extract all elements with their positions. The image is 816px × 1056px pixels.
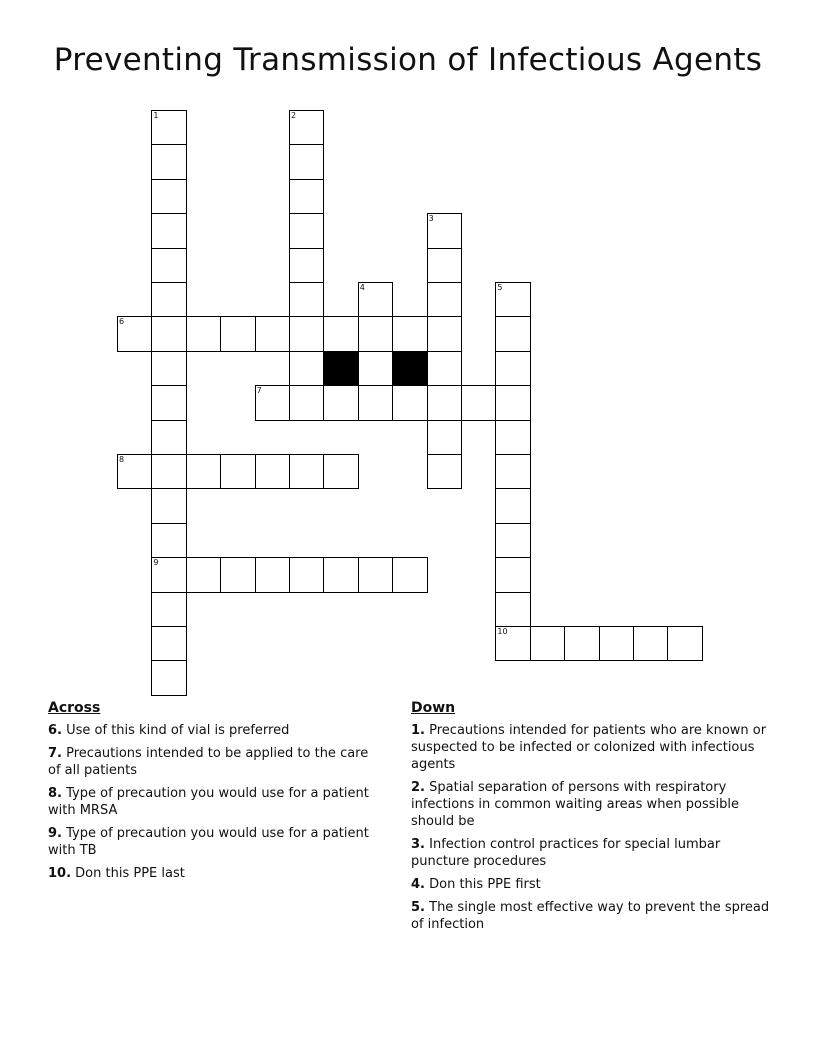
clue-text: Precautions intended to be applied to the care of all patients: [48, 746, 369, 778]
grid-cell-blocked: [392, 351, 427, 386]
grid-cell[interactable]: [427, 420, 462, 455]
grid-cell[interactable]: [530, 626, 565, 661]
clue-number: 6.: [48, 723, 62, 738]
across-clue-9: [48, 825, 378, 859]
down-clue-4: [411, 876, 771, 893]
grid-cell[interactable]: [495, 626, 530, 661]
grid-cell[interactable]: [392, 316, 427, 351]
grid-cell[interactable]: [358, 351, 393, 386]
grid-cell[interactable]: [495, 420, 530, 455]
clue-text: Don this PPE first: [429, 877, 541, 892]
grid-cell[interactable]: [289, 248, 324, 283]
grid-cell[interactable]: [151, 557, 186, 592]
grid-cell[interactable]: [289, 316, 324, 351]
clue-number-label: 4: [359, 283, 365, 292]
grid-cell[interactable]: [599, 626, 634, 661]
clue-number-label: 8: [119, 455, 125, 464]
grid-cell[interactable]: [495, 282, 530, 317]
grid-cell[interactable]: [358, 316, 393, 351]
grid-cell[interactable]: [289, 282, 324, 317]
clue-text: Don this PPE last: [75, 866, 185, 881]
clue-number: 8.: [48, 786, 62, 801]
grid-cell[interactable]: [495, 523, 530, 558]
clue-number: 2.: [411, 780, 425, 795]
grid-cell[interactable]: [427, 282, 462, 317]
clue-number: 3.: [411, 837, 425, 852]
down-clue-2: [411, 779, 771, 830]
page-title: Preventing Transmission of Infectious Agents: [53, 42, 763, 78]
down-clues: [411, 700, 771, 939]
clue-number: 9.: [48, 826, 62, 841]
across-clue-6: [48, 722, 378, 739]
grid-cell[interactable]: [633, 626, 668, 661]
grid-cell[interactable]: [427, 316, 462, 351]
grid-cell[interactable]: [151, 248, 186, 283]
grid-cell[interactable]: [427, 248, 462, 283]
grid-cell[interactable]: [323, 454, 358, 489]
grid-cell[interactable]: [289, 454, 324, 489]
clue-number: 4.: [411, 877, 425, 892]
grid-cell[interactable]: [358, 557, 393, 592]
grid-cell[interactable]: [117, 454, 152, 489]
grid-cell[interactable]: [495, 385, 530, 420]
down-clue-5: [411, 899, 771, 933]
grid-cell[interactable]: [151, 454, 186, 489]
grid-cell[interactable]: [323, 316, 358, 351]
grid-cell[interactable]: [151, 420, 186, 455]
grid-cell[interactable]: [151, 523, 186, 558]
grid-cell[interactable]: [289, 179, 324, 214]
grid-cell[interactable]: [495, 454, 530, 489]
grid-cell[interactable]: [427, 454, 462, 489]
grid-cell[interactable]: [495, 592, 530, 627]
clue-number-label: 10: [497, 627, 508, 636]
grid-cell[interactable]: [289, 385, 324, 420]
grid-cell[interactable]: [255, 385, 290, 420]
grid-cell[interactable]: [392, 385, 427, 420]
clue-number-label: 9: [153, 558, 159, 568]
grid-cell[interactable]: [151, 626, 186, 661]
grid-cell[interactable]: [495, 557, 530, 592]
grid-cell[interactable]: [220, 557, 255, 592]
grid-cell[interactable]: [667, 626, 702, 661]
clue-text: Spatial separation of persons with respiratory infections in common waiting areas when possible should be: [411, 780, 740, 829]
grid-cell[interactable]: [220, 316, 255, 351]
grid-cell[interactable]: [151, 213, 186, 248]
clue-number: 1.: [411, 723, 425, 738]
grid-cell[interactable]: [289, 213, 324, 248]
grid-cell[interactable]: [495, 351, 530, 386]
clue-text: Type of precaution you would use for a patient with MRSA: [48, 786, 369, 818]
grid-cell[interactable]: [220, 454, 255, 489]
grid-cell[interactable]: [289, 351, 324, 386]
grid-cell[interactable]: [151, 592, 186, 627]
down-heading: Down: [411, 700, 456, 716]
grid-cell[interactable]: [117, 316, 152, 351]
grid-cell[interactable]: [358, 282, 393, 317]
clue-number-label: 1: [153, 111, 159, 120]
grid-cell[interactable]: [495, 488, 530, 523]
grid-cell[interactable]: [461, 385, 496, 420]
grid-cell[interactable]: [151, 179, 186, 214]
grid-cell[interactable]: [255, 454, 290, 489]
grid-cell-blocked: [323, 351, 358, 386]
grid-cell[interactable]: [392, 557, 427, 592]
clue-number: 10.: [48, 866, 72, 881]
grid-cell[interactable]: [427, 385, 462, 420]
grid-cell[interactable]: [151, 488, 186, 523]
grid-cell[interactable]: [289, 110, 324, 145]
clue-text: Use of this kind of vial is preferred: [66, 723, 290, 738]
clue-text: Precautions intended for patients who are known or suspected to be infected or colonized with infectious agents: [411, 723, 767, 772]
grid-cell[interactable]: [151, 282, 186, 317]
clue-text: Type of precaution you would use for a patient with TB: [48, 826, 369, 858]
down-clue-1: [411, 722, 771, 773]
grid-cell[interactable]: [255, 316, 290, 351]
grid-cell[interactable]: [564, 626, 599, 661]
grid-cell[interactable]: [427, 213, 462, 248]
grid-cell[interactable]: [186, 316, 221, 351]
grid-cell[interactable]: [358, 385, 393, 420]
grid-cell[interactable]: [323, 385, 358, 420]
grid-cell[interactable]: [289, 557, 324, 592]
clue-number-label: 6: [119, 317, 125, 327]
grid-cell[interactable]: [186, 557, 221, 592]
clue-number-label: 7: [256, 386, 262, 396]
grid-cell[interactable]: [186, 454, 221, 489]
grid-cell[interactable]: [151, 110, 186, 145]
across-clue-7: [48, 745, 378, 779]
across-clue-10: [48, 865, 378, 882]
clue-number-label: 5: [497, 283, 503, 292]
grid-cell[interactable]: [151, 144, 186, 179]
grid-cell[interactable]: [151, 385, 186, 420]
grid-cell[interactable]: [427, 351, 462, 386]
grid-cell[interactable]: [323, 557, 358, 592]
grid-cell[interactable]: [289, 144, 324, 179]
down-clue-3: [411, 836, 771, 870]
grid-cell[interactable]: [151, 660, 186, 695]
grid-cell[interactable]: [255, 557, 290, 592]
grid-cell[interactable]: [151, 316, 186, 351]
across-clues: [48, 700, 378, 888]
across-clue-8: [48, 785, 378, 819]
grid-cell[interactable]: [151, 351, 186, 386]
clue-text: Infection control practices for special lumbar puncture procedures: [411, 837, 721, 869]
clue-text: The single most effective way to prevent the spread of infection: [411, 900, 770, 932]
grid-cell[interactable]: [495, 316, 530, 351]
clue-number-label: 2: [291, 111, 297, 120]
across-heading: Across: [48, 700, 101, 716]
clue-number-label: 3: [428, 214, 434, 224]
clue-number: 5.: [411, 900, 425, 915]
clue-number: 7.: [48, 746, 62, 761]
